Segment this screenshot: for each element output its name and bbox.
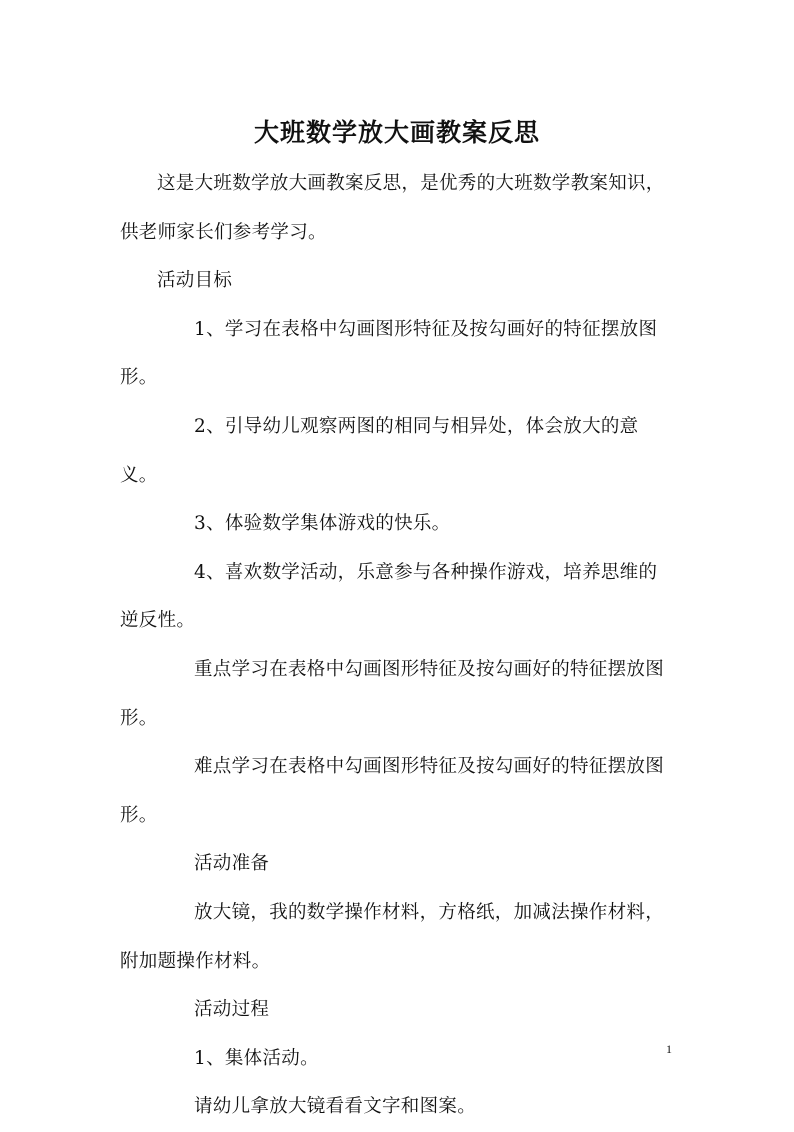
process-step-1: 1、集体活动。: [194, 1047, 319, 1069]
difficult-point-paragraph: 难点学习在表格中勾画图形特征及按勾画好的特征摆放图形。: [120, 756, 665, 826]
goal-item-3: 3、体验数学集体游戏的快乐。: [194, 513, 451, 535]
goal-item-1: 1、学习在表格中勾画图形特征及按勾画好的特征摆放图形。: [120, 318, 658, 389]
intro-paragraph: 这是大班数学放大画教案反思，是优秀的大班数学教案知识，供老师家长们参考学习。: [120, 173, 665, 243]
goal-item-4: 4、喜欢数学活动，乐意参与各种操作游戏，培养思维的逆反性。: [120, 561, 658, 632]
section-heading-preparation: 活动准备: [194, 853, 270, 875]
page-title: 大班数学放大画教案反思: [253, 117, 540, 147]
page-number: 1: [666, 1042, 672, 1056]
preparation-paragraph: 放大镜，我的数学操作材料，方格纸，加减法操作材料，附加题操作材料。: [120, 901, 665, 972]
section-heading-process: 活动过程: [194, 999, 270, 1021]
process-paragraph: 请幼儿拿放大镜看看文字和图案。: [194, 1096, 477, 1118]
section-heading-activity-goals: 活动目标: [157, 270, 233, 292]
key-point-paragraph: 重点学习在表格中勾画图形特征及按勾画好的特征摆放图形。: [120, 658, 665, 729]
goal-item-2: 2、引导幼儿观察两图的相同与相异处，体会放大的意义。: [120, 415, 639, 486]
document-body: [120, 160, 676, 1132]
